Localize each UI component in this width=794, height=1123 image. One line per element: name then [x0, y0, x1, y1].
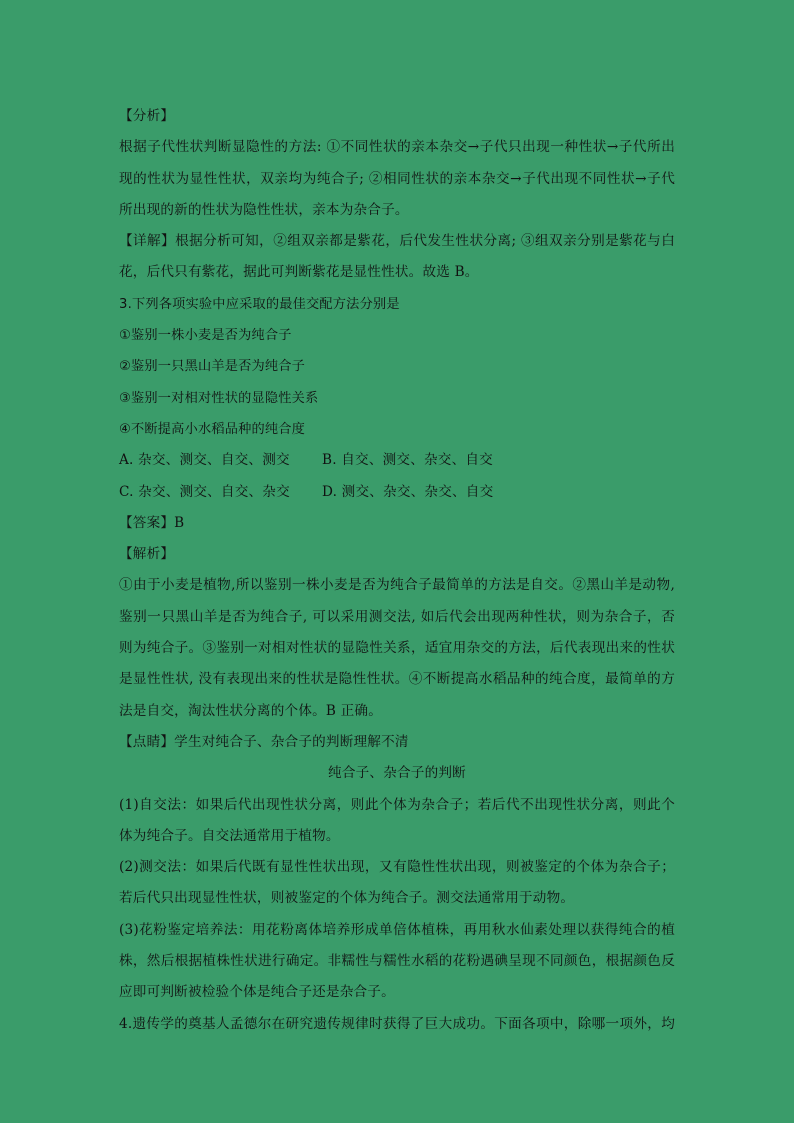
question-3-item-2: ②鉴别一只黑山羊是否为纯合子 [119, 359, 306, 375]
option-d: D. 测交、杂交、杂交、自交 [322, 483, 494, 500]
answer: 【答案】B [119, 514, 185, 531]
method-line-1: (1)自交法：如果后代出现性状分离，则此个体为杂合子；若后代不出现性状分离，则此个 [119, 796, 675, 813]
explanation-line-1: ①由于小麦是植物,所以鉴别一株小麦是否为纯合子最简单的方法是自交。②黑山羊是动物, [119, 577, 675, 594]
analysis-line-3: 所出现的新的性状为隐性性状，亲本为杂合子。 [119, 201, 409, 218]
question-3-item-1: ①鉴别一株小麦是否为纯合子 [119, 328, 292, 344]
method-line-6: 株，然后根据植株性状进行确定。非糯性与糯性水稻的花粉遇碘呈现不同颜色，根据颜色反 [119, 953, 675, 970]
option-b: B. 自交、测交、杂交、自交 [322, 452, 493, 469]
method-line-7: 应即可判断被检验个体是纯合子还是杂合子。 [119, 984, 395, 1001]
question-3-item-4: ④不断提高小水稻品种的纯合度 [119, 421, 306, 437]
detail-line-2: 花，后代只有紫花，据此可判断紫花是显性性状。故选 B。 [119, 264, 479, 281]
document-content [119, 101, 675, 1040]
question-3-item-3: ③鉴别一对相对性状的显隐性关系 [119, 390, 319, 406]
options-row-ab [119, 445, 675, 476]
method-line-2: 体为纯合子。自交法通常用于植物。 [119, 827, 340, 844]
options-row-cd [119, 477, 675, 508]
question-4-stem: 4.遗传学的奠基人孟德尔在研究遗传规律时获得了巨大成功。下面各项中，除哪一项外，均 [119, 1015, 675, 1032]
explanation-heading: 【解析】 [119, 546, 175, 563]
section-subtitle: 纯合子、杂合子的判断 [328, 765, 466, 782]
question-3-stem: 3.下列各项实验中应采取的最佳交配方法分别是 [119, 296, 400, 312]
explanation-line-5: 法是自交，淘汰性状分离的个体。B 正确。 [119, 702, 382, 719]
explanation-line-3: 则为纯合子。③鉴别一对相对性状的显隐性关系，适宜用杂交的方法，后代表现出来的性状 [119, 640, 675, 657]
explanation-line-2: 鉴别一只黑山羊是否为纯合子, 可以采用测交法, 如后代会出现两种性状，则为杂合子，否 [119, 608, 675, 625]
analysis-line-1: 根据子代性状判断显隐性的方法: ①不同性状的亲本杂交→子代只出现一种性状→子代所出 [119, 139, 675, 156]
method-line-5: (3)花粉鉴定培养法：用花粉离体培养形成单倍体植株，再用秋水仙素处理以获得纯合的植 [119, 921, 675, 938]
analysis-line-2: 现的性状为显性性状，双亲均为纯合子; ②相同性状的亲本杂交→子代出现不同性状→子代 [119, 170, 675, 187]
detail-line-1: 【详解】根据分析可知，②组双亲都是紫花，后代发生性状分离; ③组双亲分别是紫花与白 [119, 233, 675, 250]
option-a: A. 杂交、测交、自交、测交 [119, 452, 290, 469]
explanation-line-4: 是显性性状, 没有表现出来的性状是隐性性状。④不断提高水稻品种的纯合度，最简单的方 [119, 671, 675, 688]
key-point: 【点睛】学生对纯合子、杂合子的判断理解不清 [119, 733, 409, 750]
method-line-4: 若后代只出现显性性状，则被鉴定的个体为纯合子。测交法通常用于动物。 [119, 890, 575, 907]
method-line-3: (2)测交法：如果后代既有显性性状出现，又有隐性性状出现，则被鉴定的个体为杂合子； [119, 859, 675, 876]
analysis-heading: 【分析】 [119, 108, 175, 124]
option-c: C. 杂交、测交、自交、杂交 [119, 483, 290, 500]
